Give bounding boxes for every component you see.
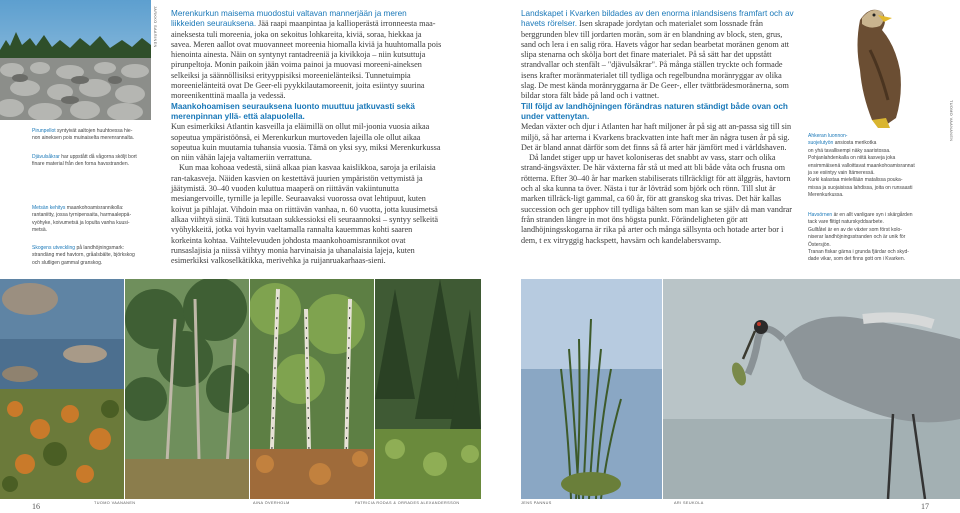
photo-credit-bottom-2: AINA ÖVERHOLM (253, 501, 290, 505)
caption-havsorn-bold: Havsörnen (808, 212, 833, 218)
caption-djavulsakrar-text: har uppstått då vågorna sköljt bort finare material från den forna havsstranden. (32, 154, 137, 168)
caption-ahkeran (808, 133, 938, 200)
caption-pirunpellot-bold: Pirunpellot (32, 128, 56, 134)
shore-meadow-photo (0, 279, 124, 499)
boulder-field-photo (0, 0, 151, 120)
article-fi-heading: Merenkurkun maisema muodostui valtavan mannerjään ja meren liikkeiden seurauksena. (171, 9, 407, 29)
caption-djavulsakrar-bold: Djävulsåkrar (32, 154, 60, 160)
caption-pirunpellot (32, 128, 154, 143)
page-number-left: 16 (32, 502, 40, 511)
photo-credit-bottom-1: TUOMO VAANANEN (94, 501, 136, 505)
article-swedish (521, 9, 795, 246)
caption-metsan-bold: Metsän kehitys (32, 205, 66, 211)
grey-alder-photo (125, 279, 249, 499)
caption-pirunpellot-text: syntyivät aaltojen huuhtoessa hie- non aineksen pois muinaiselta merenrannalta. (32, 128, 135, 142)
caption-skogens-utveckling (32, 245, 154, 267)
birch-forest-photo (250, 279, 374, 499)
article-sv-heading: Landskapet i Kvarken bildades av den enorma inlandsisens framfart och av havets rörelser. (521, 9, 794, 29)
caption-metsan-kehitys (32, 205, 154, 235)
page-number-right: 17 (921, 502, 929, 511)
photo-credit-bottom-3: PATRICIA RODAS & ORRADES ALEXANDERSSON (355, 501, 460, 505)
spruce-forest-photo (375, 279, 481, 499)
article-sv-p1: Isen skrapade jordytan och materialet som lossnade från berggrunden blev till jordarten morän, som är en blandning av block, sten, grus, sand och lera i en salig röra. Havets vågor har sedan bearbetat moränen genom att slipa stenarna och skölja bort det finare materialet. På så sätt har det uppstått strandvallar och stenfält – "djävulsåkrar". På många ställen tryckte och formade isens krafter moränmaterialet till tydliga och regelbundna moränryggar av olika slag. De mest kända moränryggarna är De Geer-, eller tvättbrädesmoränerna, som bildar stora fält både på land och i vattnet. (521, 19, 790, 101)
article-fi-p3: Kun maa kohoaa vedestä, siinä alkaa pian kasvaa kaislikkoa, saroja ja erilaisia ran-takasveja. Näiden kasvien on kestettävä juurien ympäristön vettymistä ja jäätymistä. 30–40 vuoden kuluttua maaperä on riittävän vakiintunutta mesiangervoille, tyrnille ja lepille. Seuraavaksi vuorossa ovat lehtipuut, kuten koivut ja pihlajat. Vihdoin maa on riittävän vanhaa, n. 60 vuotta, jotta kuusimetsä alkaa viihtyä siinä. Tätä kutsutaan sukkessioksi eli seuraannoksi – syntyy selkeitä vyöhykkeitä, jotka voi hyvin vaeltamalla rannalta kauemmas kohti saaren korkeinta kohtaa. Vaihtelevuuden johdosta maankohoamisrannikot ovat runsaslajisia ja niissä viihtyy monia harvinaisia ja uhanalaisia lajeja, kuten esimerkiksi valkoselkätikka, merivehka ja ruijanruakarhaas-sieni. (171, 163, 439, 266)
crane-fishing-photo (663, 279, 960, 499)
caption-ahkeran-bold: Ahkeran luonnon- suojelutyön (808, 133, 848, 147)
caption-havsorn-text: är en allt vanligare syn i skärgården tack vare flitigt naturskyddsarbete. Gulltåtel är en av de växter som först kolo- niserar landhöjningsstranden och är unik för Östersjön. Tranan fiskar gärna i grunda fjärdar och skyd- dade vikar, som det finns gott om i Kvarken. (808, 212, 913, 263)
photo-credit-right-1: JENS PANNUS (521, 501, 552, 505)
caption-metsan-text: maankohoamisrannikolla: rantaniitty, jossa tyrnipensaita, harmaaleppä- vyöhyke, koivumetsä ja lopulta vanha kuusi- metsä. (32, 205, 132, 234)
article-sv-p2: Medan växter och djur i Atlanten har haft miljoner år på sig att an-passa sig till sin miljö, så har arterna i Kvarkens brackvatten inte haft mer än några tusen år på sig. Det är bland annat därför som det finns så få arter här jämfört med i världshaven. (521, 122, 792, 152)
article-sv-sub: Till följd av landhöjningen förändras naturen ständigt både ovan och under vattenytan. (521, 101, 788, 121)
article-sv-p3: Då landet stiger upp ur havet koloniseras det snabbt av vass, starr och olika strand-ängsväxter. De här växterna får stå ut med att bli både våta och frusna om rötterna. Efter 30–40 år har marken stabiliserats tillräckligt för att älggräs, havtorn och al ska kunna ta över. Nästa i tur är lövträd som björk och rönn. Till slut är marken tillräck-ligt gammal, ca 60 år, för att granskog ska trivas. Det här kallas succession och ger upphov till tydliga bälten som man kan se själv då man vandrar från stranden längre in mot öns högsta punkt. Förändeligheten gör att landhöjningsskogarna är rika på arter och många sällsynta och hotade arter bor i dem, t ex vitryggig hackspett, havsärn och kandelabersvamp. (521, 153, 793, 245)
article-fi-sub: Maankohoamisen seurauksena luonto muuttuu jatkuvasti sekä merenpinnan yllä- että alapuolella. (171, 101, 415, 121)
article-finnish (171, 9, 442, 266)
caption-havsorn (808, 212, 938, 264)
caption-skogens-text: på landhöjningsmark: strandäng med havtorn, gråalsbälte, björkskog och slutligen gammal granskog. (32, 245, 135, 266)
photo-credit-top: JARKKO SAARINEN (153, 6, 157, 48)
caption-ahkeran-text: ansiosta merikotka on yhä tavallisempi näky saaristossa. Pohjanlahdenkalla on niitä kasveja joka ensimmäisenä valloittavat maankohoamisrannat ja se esiintyy vain Itämeressä. Kurki kalastaa mielellään matalissa pouka- missa ja suojaisissa lahdissa, joita on runsaasti Merenkurkussa. (808, 140, 915, 199)
sea-eagle-photo (800, 0, 935, 128)
photo-credit-side: TUOMO VAANANEN (949, 100, 953, 142)
article-fi-p2: Kun esimerkiksi Atlantin kasveilla ja eläimillä on ollut mil-joonia vuosia aikaa sopeutua ympäristöönsä, ei Merenkurkun murtoveden lajeilla ole ollut aikaa sopeutua kuin muutamia tuhansia vuosia. Tämä on yksi syy, miksi Merenkurkussa on niin vähän lajeja valtameriin verrattuna. (171, 122, 441, 163)
photo-credit-right-2: ARI SEUKOLA (674, 501, 704, 505)
caption-djavulsakrar (32, 154, 154, 169)
caption-skogens-bold: Skogens utveckling (32, 245, 76, 251)
article-fi-p1: Jää raapi maanpintaa ja kallioperästä irronneesta maa-aineksesta tuli moreenia, joka on sekoitus lohkareita, kiviä, soraa, hiekkaa ja savea. Meren aallot ovat muovanneet moreenia hiomalla kiviä ja huuhtomalla pois hienointa ainesta. Näin on syntynyt rantadreeniä ja kivikkoja – niin kutsuttuja pirunpeltoja. Monin paikoin jään voima painoi ja muovasi moreeni-aineksen selkeiksi ja säännöllisiksi erityyppisiksi moreenielänteiksi. Tunnetuimpia moreenielänteitä ovat De Geer-eli pyykkilautamoreenit, joita esiintyy suurina moreenikenttinä maalla ja vedessä. (171, 19, 442, 101)
reed-grass-photo (521, 279, 662, 499)
